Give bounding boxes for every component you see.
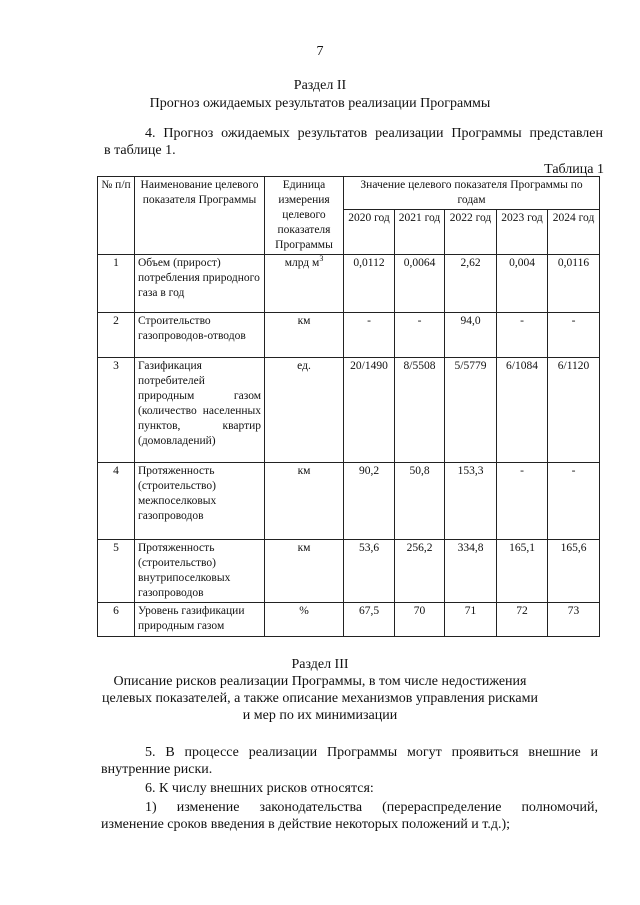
row-value: 70 bbox=[395, 603, 445, 637]
unit-base: млрд м bbox=[284, 257, 320, 269]
header-year: 2021 год bbox=[395, 210, 445, 255]
row-name: Объем (прирост) потребления природного газа в год bbox=[135, 255, 265, 313]
row-value: 153,3 bbox=[445, 463, 497, 540]
header-unit: Единица измерения целевого показателя Программы bbox=[265, 177, 344, 255]
row-num: 3 bbox=[98, 358, 135, 463]
row-value: 6/1084 bbox=[497, 358, 548, 463]
table-row bbox=[98, 603, 600, 637]
table-row bbox=[98, 540, 600, 603]
row-value: 0,0112 bbox=[344, 255, 395, 313]
row-unit: км bbox=[265, 540, 344, 603]
risk-item-1-line2: изменение сроков введения в действие некоторых положений и т.д.); bbox=[101, 817, 511, 832]
row-value: 2,62 bbox=[445, 255, 497, 313]
row-name: Уровень газификации природным газом bbox=[135, 603, 265, 637]
table-row bbox=[98, 358, 600, 463]
paragraph-4-line2: в таблице 1. bbox=[104, 143, 176, 158]
row-value: - bbox=[548, 313, 600, 358]
row-value: 94,0 bbox=[445, 313, 497, 358]
section3-title-line3: и мер по их минимизации bbox=[242, 708, 398, 723]
header-year: 2020 год bbox=[344, 210, 395, 255]
row-value: 165,1 bbox=[497, 540, 548, 603]
target-indicators-table bbox=[97, 176, 600, 637]
table-row bbox=[98, 313, 600, 358]
header-year: 2023 год bbox=[497, 210, 548, 255]
row-value: 334,8 bbox=[445, 540, 497, 603]
row-unit bbox=[265, 255, 344, 313]
row-value: 50,8 bbox=[395, 463, 445, 540]
row-value: 6/1120 bbox=[548, 358, 600, 463]
row-num: 4 bbox=[98, 463, 135, 540]
row-name: Газификация потребителей природным газом (количество населенных пунктов, квартир (домовладений) bbox=[135, 358, 265, 463]
paragraph-5-line1: 5. В процессе реализации Программы могут проявиться внешние и bbox=[145, 745, 598, 760]
row-name: Протяженность (строительство) внутрипоселковых газопроводов bbox=[135, 540, 265, 603]
risk-item-1-line1: 1) изменение законодательства (перераспределение полномочий, bbox=[145, 800, 598, 815]
row-num: 6 bbox=[98, 603, 135, 637]
row-value: - bbox=[497, 313, 548, 358]
row-value: 53,6 bbox=[344, 540, 395, 603]
paragraph-6: 6. К числу внешних рисков относятся: bbox=[145, 781, 374, 796]
header-num: № п/п bbox=[98, 177, 135, 255]
header-year: 2024 год bbox=[548, 210, 600, 255]
table-caption: Таблица 1 bbox=[544, 162, 604, 177]
row-value: 90,2 bbox=[344, 463, 395, 540]
row-value: 73 bbox=[548, 603, 600, 637]
unit-superscript: 3 bbox=[319, 254, 324, 264]
row-unit: км bbox=[265, 313, 344, 358]
row-name: Строительство газопроводов-отводов bbox=[135, 313, 265, 358]
row-unit: км bbox=[265, 463, 344, 540]
row-unit: % bbox=[265, 603, 344, 637]
section2-heading: Раздел II bbox=[293, 78, 347, 93]
row-value: 5/5779 bbox=[445, 358, 497, 463]
row-value: - bbox=[548, 463, 600, 540]
row-value: 0,0116 bbox=[548, 255, 600, 313]
row-num: 1 bbox=[98, 255, 135, 313]
header-values-group: Значение целевого показателя Программы по годам bbox=[344, 177, 600, 210]
row-name: Протяженность (строительство) межпоселковых газопроводов bbox=[135, 463, 265, 540]
section3-heading: Раздел III bbox=[291, 657, 349, 672]
row-value: - bbox=[344, 313, 395, 358]
header-name: Наименование целевого показателя Программы bbox=[135, 177, 265, 255]
row-value: 71 bbox=[445, 603, 497, 637]
row-num: 5 bbox=[98, 540, 135, 603]
row-value: 72 bbox=[497, 603, 548, 637]
row-value: 67,5 bbox=[344, 603, 395, 637]
row-value: 165,6 bbox=[548, 540, 600, 603]
section2-title: Прогноз ожидаемых результатов реализации Программы bbox=[149, 96, 491, 111]
paragraph-4-line1: 4. Прогноз ожидаемых результатов реализации Программы представлен bbox=[145, 126, 603, 141]
paragraph-5-line2: внутренние риски. bbox=[101, 762, 213, 777]
page-number: 7 bbox=[316, 44, 324, 59]
row-value: 0,0064 bbox=[395, 255, 445, 313]
section3-title-line2: целевых показателей, а также описание механизмов управления рисками bbox=[102, 691, 538, 706]
row-value: 20/1490 bbox=[344, 358, 395, 463]
row-value: 256,2 bbox=[395, 540, 445, 603]
row-num: 2 bbox=[98, 313, 135, 358]
table-row bbox=[98, 463, 600, 540]
section3-title-line1: Описание рисков реализации Программы, в том числе недостижения bbox=[113, 674, 527, 689]
row-value: 8/5508 bbox=[395, 358, 445, 463]
table-row bbox=[98, 255, 600, 313]
row-value: - bbox=[395, 313, 445, 358]
row-value: - bbox=[497, 463, 548, 540]
header-year: 2022 год bbox=[445, 210, 497, 255]
row-unit: ед. bbox=[265, 358, 344, 463]
row-value: 0,004 bbox=[497, 255, 548, 313]
